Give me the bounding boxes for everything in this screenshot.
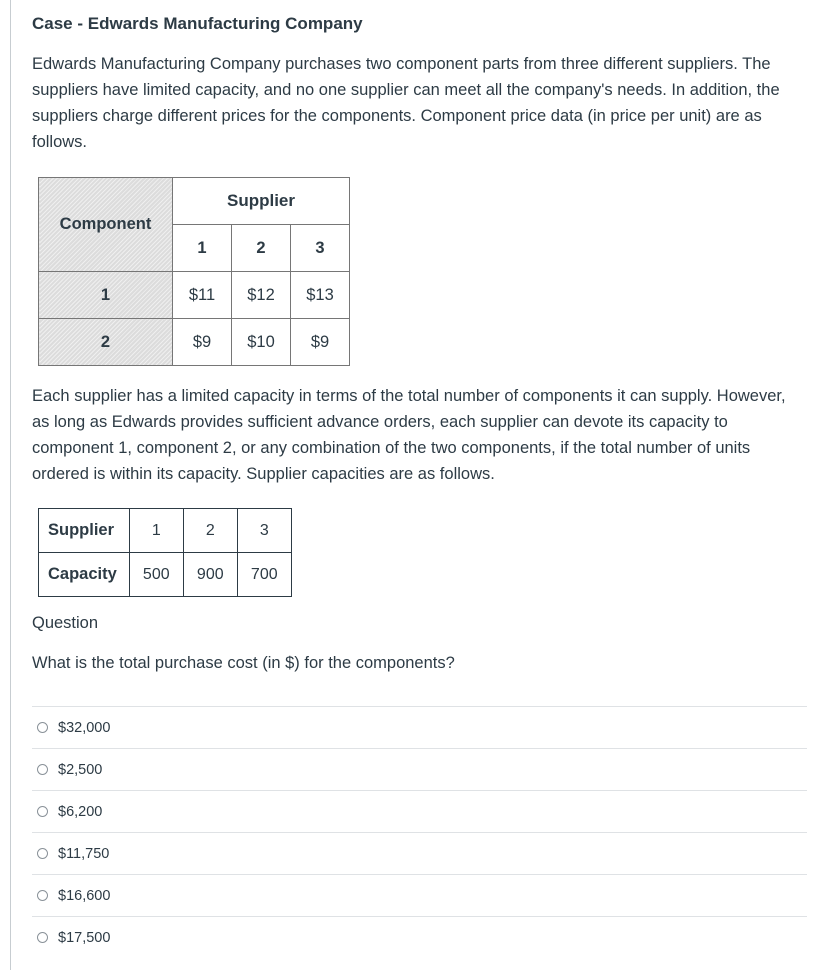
supplier-header: Supplier (173, 178, 350, 225)
component-number: 2 (39, 319, 173, 366)
table-row (39, 553, 292, 597)
price-cell: $9 (291, 319, 350, 366)
question-label: Question (32, 614, 99, 632)
answer-list (32, 706, 807, 958)
price-cell: $13 (291, 272, 350, 319)
price-cell: $10 (232, 319, 291, 366)
answer-label: $6,200 (58, 803, 103, 820)
supplier-number: 2 (183, 509, 237, 553)
answer-option[interactable] (32, 748, 807, 790)
supplier-number: 1 (173, 225, 232, 272)
capacity-label: Capacity (39, 553, 130, 597)
radio-button[interactable] (37, 806, 48, 817)
question-text: What is the total purchase cost (in $) for the components? (32, 654, 455, 672)
supplier-number: 2 (232, 225, 291, 272)
radio-button[interactable] (37, 848, 48, 859)
answer-label: $32,000 (58, 719, 111, 736)
supplier-label: Supplier (39, 509, 130, 553)
left-border (10, 0, 11, 970)
supplier-number: 3 (237, 509, 291, 553)
table-row (39, 509, 292, 553)
capacity-cell: 900 (183, 553, 237, 597)
price-table (38, 177, 350, 366)
table-row (39, 272, 350, 319)
radio-button[interactable] (37, 932, 48, 943)
capacity-cell: 500 (129, 553, 183, 597)
capacity-table (38, 508, 292, 597)
component-number: 1 (39, 272, 173, 319)
answer-option[interactable] (32, 706, 807, 748)
price-cell: $11 (173, 272, 232, 319)
supplier-number: 1 (129, 509, 183, 553)
radio-button[interactable] (37, 722, 48, 733)
answer-label: $17,500 (58, 929, 111, 946)
radio-button[interactable] (37, 764, 48, 775)
component-header: Component (39, 178, 173, 272)
table-row (39, 319, 350, 366)
answer-label: $11,750 (58, 845, 110, 862)
answer-option[interactable] (32, 874, 807, 916)
answer-option[interactable] (32, 916, 807, 958)
case-title: Case - Edwards Manufacturing Company (32, 14, 363, 33)
capacity-cell: 700 (237, 553, 291, 597)
answer-label: $16,600 (58, 887, 111, 904)
radio-button[interactable] (37, 890, 48, 901)
answer-label: $2,500 (58, 761, 103, 778)
answer-option[interactable] (32, 790, 807, 832)
capacity-paragraph: Each supplier has a limited capacity in terms of the total number of components it can supply. However, as long as Edwards provides sufficient advance orders, each supplier can devote its capacity to component 1, component 2, or any combination of the two components, if the total number of units ordered is within its capacity. Supplier capacities are as follows. (32, 387, 786, 483)
intro-paragraph: Edwards Manufacturing Company purchases two component parts from three different suppliers. The suppliers have limited capacity, and no one supplier can meet all the company's needs. In addition, the suppliers charge different prices for the components. Component price data (in price per unit) are as follows. (32, 55, 780, 151)
price-cell: $9 (173, 319, 232, 366)
answer-option[interactable] (32, 832, 807, 874)
price-cell: $12 (232, 272, 291, 319)
supplier-number: 3 (291, 225, 350, 272)
